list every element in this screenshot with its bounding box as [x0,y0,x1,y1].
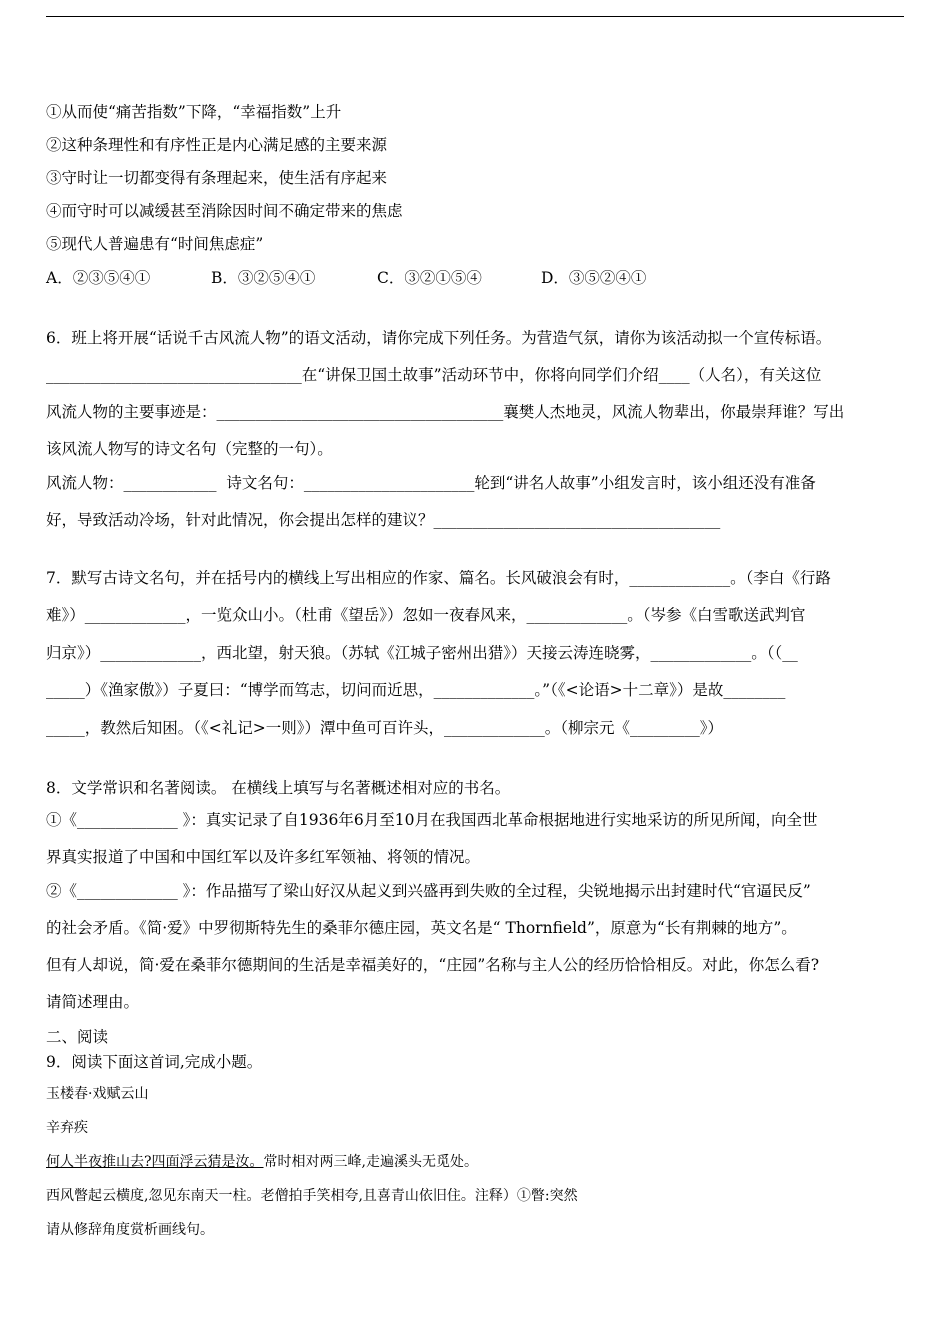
q9-question: 请从修辞角度赏析画线句。 [46,1222,214,1238]
q7-line-1: 7．默写古诗文名句，并在括号内的横线上写出相应的作家、篇名。长风破浪会有时，_____________。（李白《行路 [46,569,831,587]
q6-line-5: 风流人物：____________ 诗文名句：______________________轮到“讲名人故事”小组发言时，该小组还没有准备 [46,474,816,492]
option-3: ③守时让一切都变得有条理起来，使生活有序起来 [46,169,388,187]
option-4: ④而守时可以减缓甚至消除因时间不确定带来的焦虑 [46,202,403,220]
q6-line-1: 6．班上将开展“话说千古风流人物”的语文活动，请你完成下列任务。为营造气氛，请你为该活动拟一个宣传标语。 [46,329,832,347]
q8-line-3: 界真实报道了中国和中国红军以及许多红军领袖、将领的情况。 [46,848,481,866]
poem-line-1-rest: 常时相对两三峰,走遍溪头无觅处。 [263,1154,478,1170]
option-2: ②这种条理性和有序性正是内心满足感的主要来源 [46,136,388,154]
choice-c: C．③②①⑤④ [377,269,482,287]
choice-a: A．②③⑤④① [46,269,151,287]
q8-line-1: 8．文学常识和名著阅读。 在横线上填写与名著概述相对应的书名。 [46,779,511,797]
q7-line-2: 难》）_____________，一览众山小。（杜甫《望岳》）忽如一夜春风来，_____________。（岑参《白雪歌送武判官 [46,606,806,624]
q6-line-4: 该风流人物写的诗文名句（完整的一句）。 [46,440,333,458]
q7-line-5: _____，教然后知困。（《<礼记>一则》）潭中鱼可百许头，_____________。（柳宗元《_________》） [46,719,723,737]
option-1: ①从而使“痛苦指数”下降，“幸福指数”上升 [46,103,342,121]
choice-d: D．③⑤②④① [541,269,647,287]
q7-line-3: 归京》）_____________，西北望，射天狼。（苏轼《江城子密州出猎》）天接云涛连晓雾，_____________。（（__ [46,644,798,662]
top-rule [46,16,904,17]
q8-line-2: ①《_____________ 》：真实记录了自1936年6月至10月在我国西北革命根据地进行实地采访的所见所闻，向全世 [46,811,818,829]
q8-line-6: 但有人却说，简·爱在桑菲尔德期间的生活是幸福美好的，“庄园”名称与主人公的经历恰恰相反。对此，你怎么看? [46,956,820,974]
q6-line-6: 好，导致活动冷场，针对此情况，你会提出怎样的建议？_____________________________________ [46,511,721,529]
poem-line-2: 西风瞥起云横度,忽见东南天一柱。老僧拍手笑相夸,且喜青山依旧住。注释）①瞥:突然 [46,1188,578,1204]
poem-underlined-sentence: 何人半夜推山去?四面浮云猜是汝。 [46,1154,264,1170]
poem-title: 玉楼春·戏赋云山 [46,1086,149,1102]
poem-line-1 [46,1152,916,1172]
option-5: ⑤现代人普遍患有“时间焦虑症” [46,235,264,253]
section-title: 二、阅读 [46,1028,109,1046]
q8-line-4: ②《_____________ 》：作品描写了梁山好汉从起义到兴盛再到失败的全过程，尖锐地揭示出封建时代“官逼民反” [46,882,811,900]
q6-line-3: 风流人物的主要事迹是：_____________________________________襄樊人杰地灵，风流人物辈出，你最崇拜谁？写出 [46,403,845,421]
choice-b: B．③②⑤④① [211,269,316,287]
q7-line-4: _____）《渔家傲》）子夏曰：“博学而笃志，切问而近思，_____________。”（《<论语>十二章》）是故________ [46,681,786,699]
q8-line-7: 请简述理由。 [46,993,140,1011]
poem-author: 辛弃疾 [46,1120,88,1136]
q8-line-5: 的社会矛盾。《简·爱》中罗彻斯特先生的桑菲尔德庄园，英文名是“ Thornfield”，原意为“长有荆棘的地方”。 [46,919,797,937]
q9-intro: 9．阅读下面这首词,完成小题。 [46,1053,263,1071]
q6-line-2: _________________________________在“讲保卫国土故事”活动环节中，你将向同学们介绍____（人名），有关这位 [46,366,822,384]
